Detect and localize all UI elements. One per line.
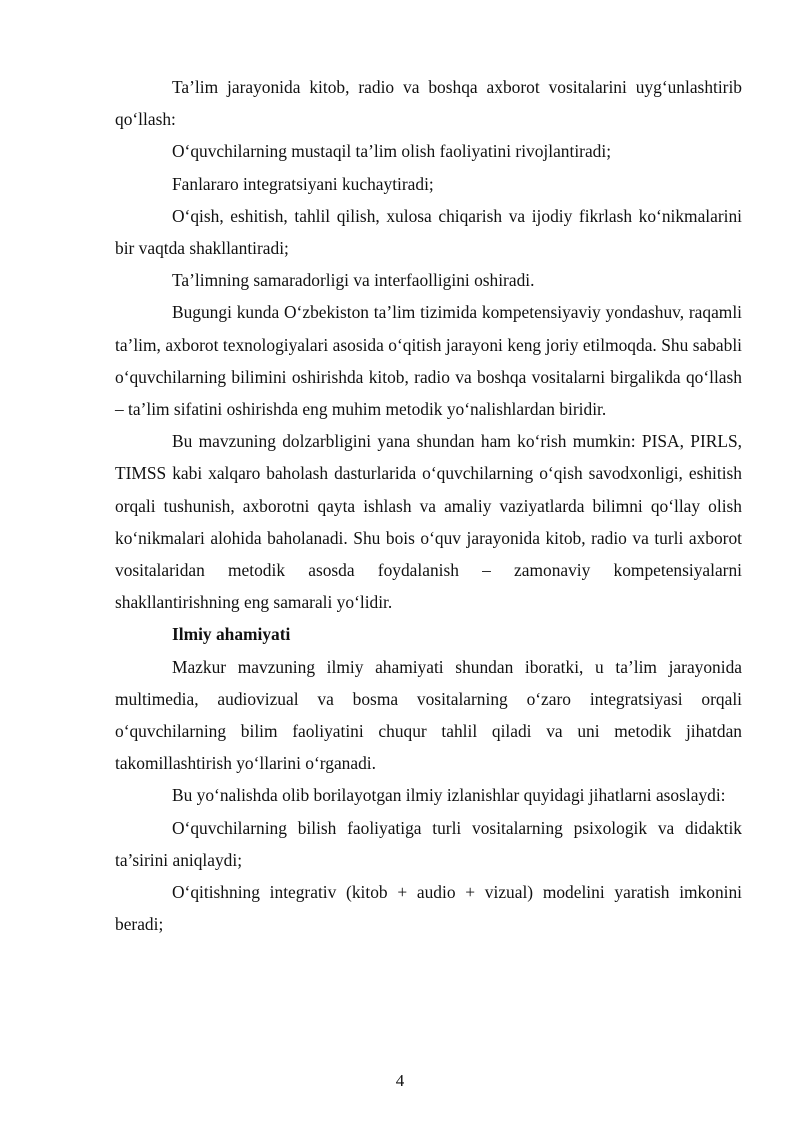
paragraph: Ta’limning samaradorligi va interfaolligini oshiradi. <box>172 270 535 291</box>
document-body <box>115 71 742 940</box>
section-heading: Ilmiy ahamiyati <box>172 624 291 645</box>
paragraph: Bu mavzuning dolzarbligini yana shundan ham ko‘rish mumkin: PISA, PIRLS, TIMSS kabi xalqaro baholash dasturlarida o‘quvchilarning o‘qish savodxonligi, eshitish orqali tushunish, axborotni qayta ishlash va amaliy vaziyatlarda bilimni qo‘llay olish ko‘nikmalari alohida baholanadi. Shu bois o‘quv jarayonida kitob, radio va turli axborot vositalaridan metodik asosda foydalanish – zamonaviy kompetensiyalarni shakllantirishning eng samarali yo‘lidir. <box>115 431 742 613</box>
paragraph: O‘qitishning integrativ (kitob + audio + vizual) modelini yaratish imkonini beradi; <box>115 882 742 935</box>
paragraph: Bu yo‘nalishda olib borilayotgan ilmiy izlanishlar quyidagi jihatlarni asoslaydi: <box>172 785 726 806</box>
paragraph: O‘quvchilarning bilish faoliyatiga turli vositalarning psixologik va didaktik ta’sirini aniqlaydi; <box>115 817 742 870</box>
paragraph: Ta’lim jarayonida kitob, radio va boshqa axborot vositalarini uyg‘unlashtirib qo‘llash: <box>115 77 742 130</box>
page-number: 4 <box>395 1071 405 1090</box>
paragraph: Fanlararo integratsiyani kuchaytiradi; <box>172 173 434 194</box>
paragraph: Mazkur mavzuning ilmiy ahamiyati shundan iboratki, u ta’lim jarayonida multimedia, audiovizual va bosma vositalarning o‘zaro integratsiyasi orqali o‘quvchilarning bilim faoliyatini chuqur tahlil qiladi va uni metodik jihatdan takomillashtirish yo‘llarini o‘rganadi. <box>115 656 742 774</box>
paragraph: O‘quvchilarning mustaqil ta’lim olish faoliyatini rivojlantiradi; <box>172 141 612 162</box>
paragraph: O‘qish, eshitish, tahlil qilish, xulosa chiqarish va ijodiy fikrlash ko‘nikmalarini bir vaqtda shakllantiradi; <box>115 205 742 259</box>
paragraph: Bugungi kunda O‘zbekiston ta’lim tizimida kompetensiyaviy yondashuv, raqamli ta’lim, axborot texnologiyalari asosida o‘qitish jarayoni keng joriy etilmoqda. Shu sababli o‘quvchilarning bilimini oshirishda kitob, radio va boshqa vositalarni birgalikda qo‘llash – ta’lim sifatini oshirishda eng muhim metodik yo‘nalishlardan biridir. <box>115 302 742 420</box>
